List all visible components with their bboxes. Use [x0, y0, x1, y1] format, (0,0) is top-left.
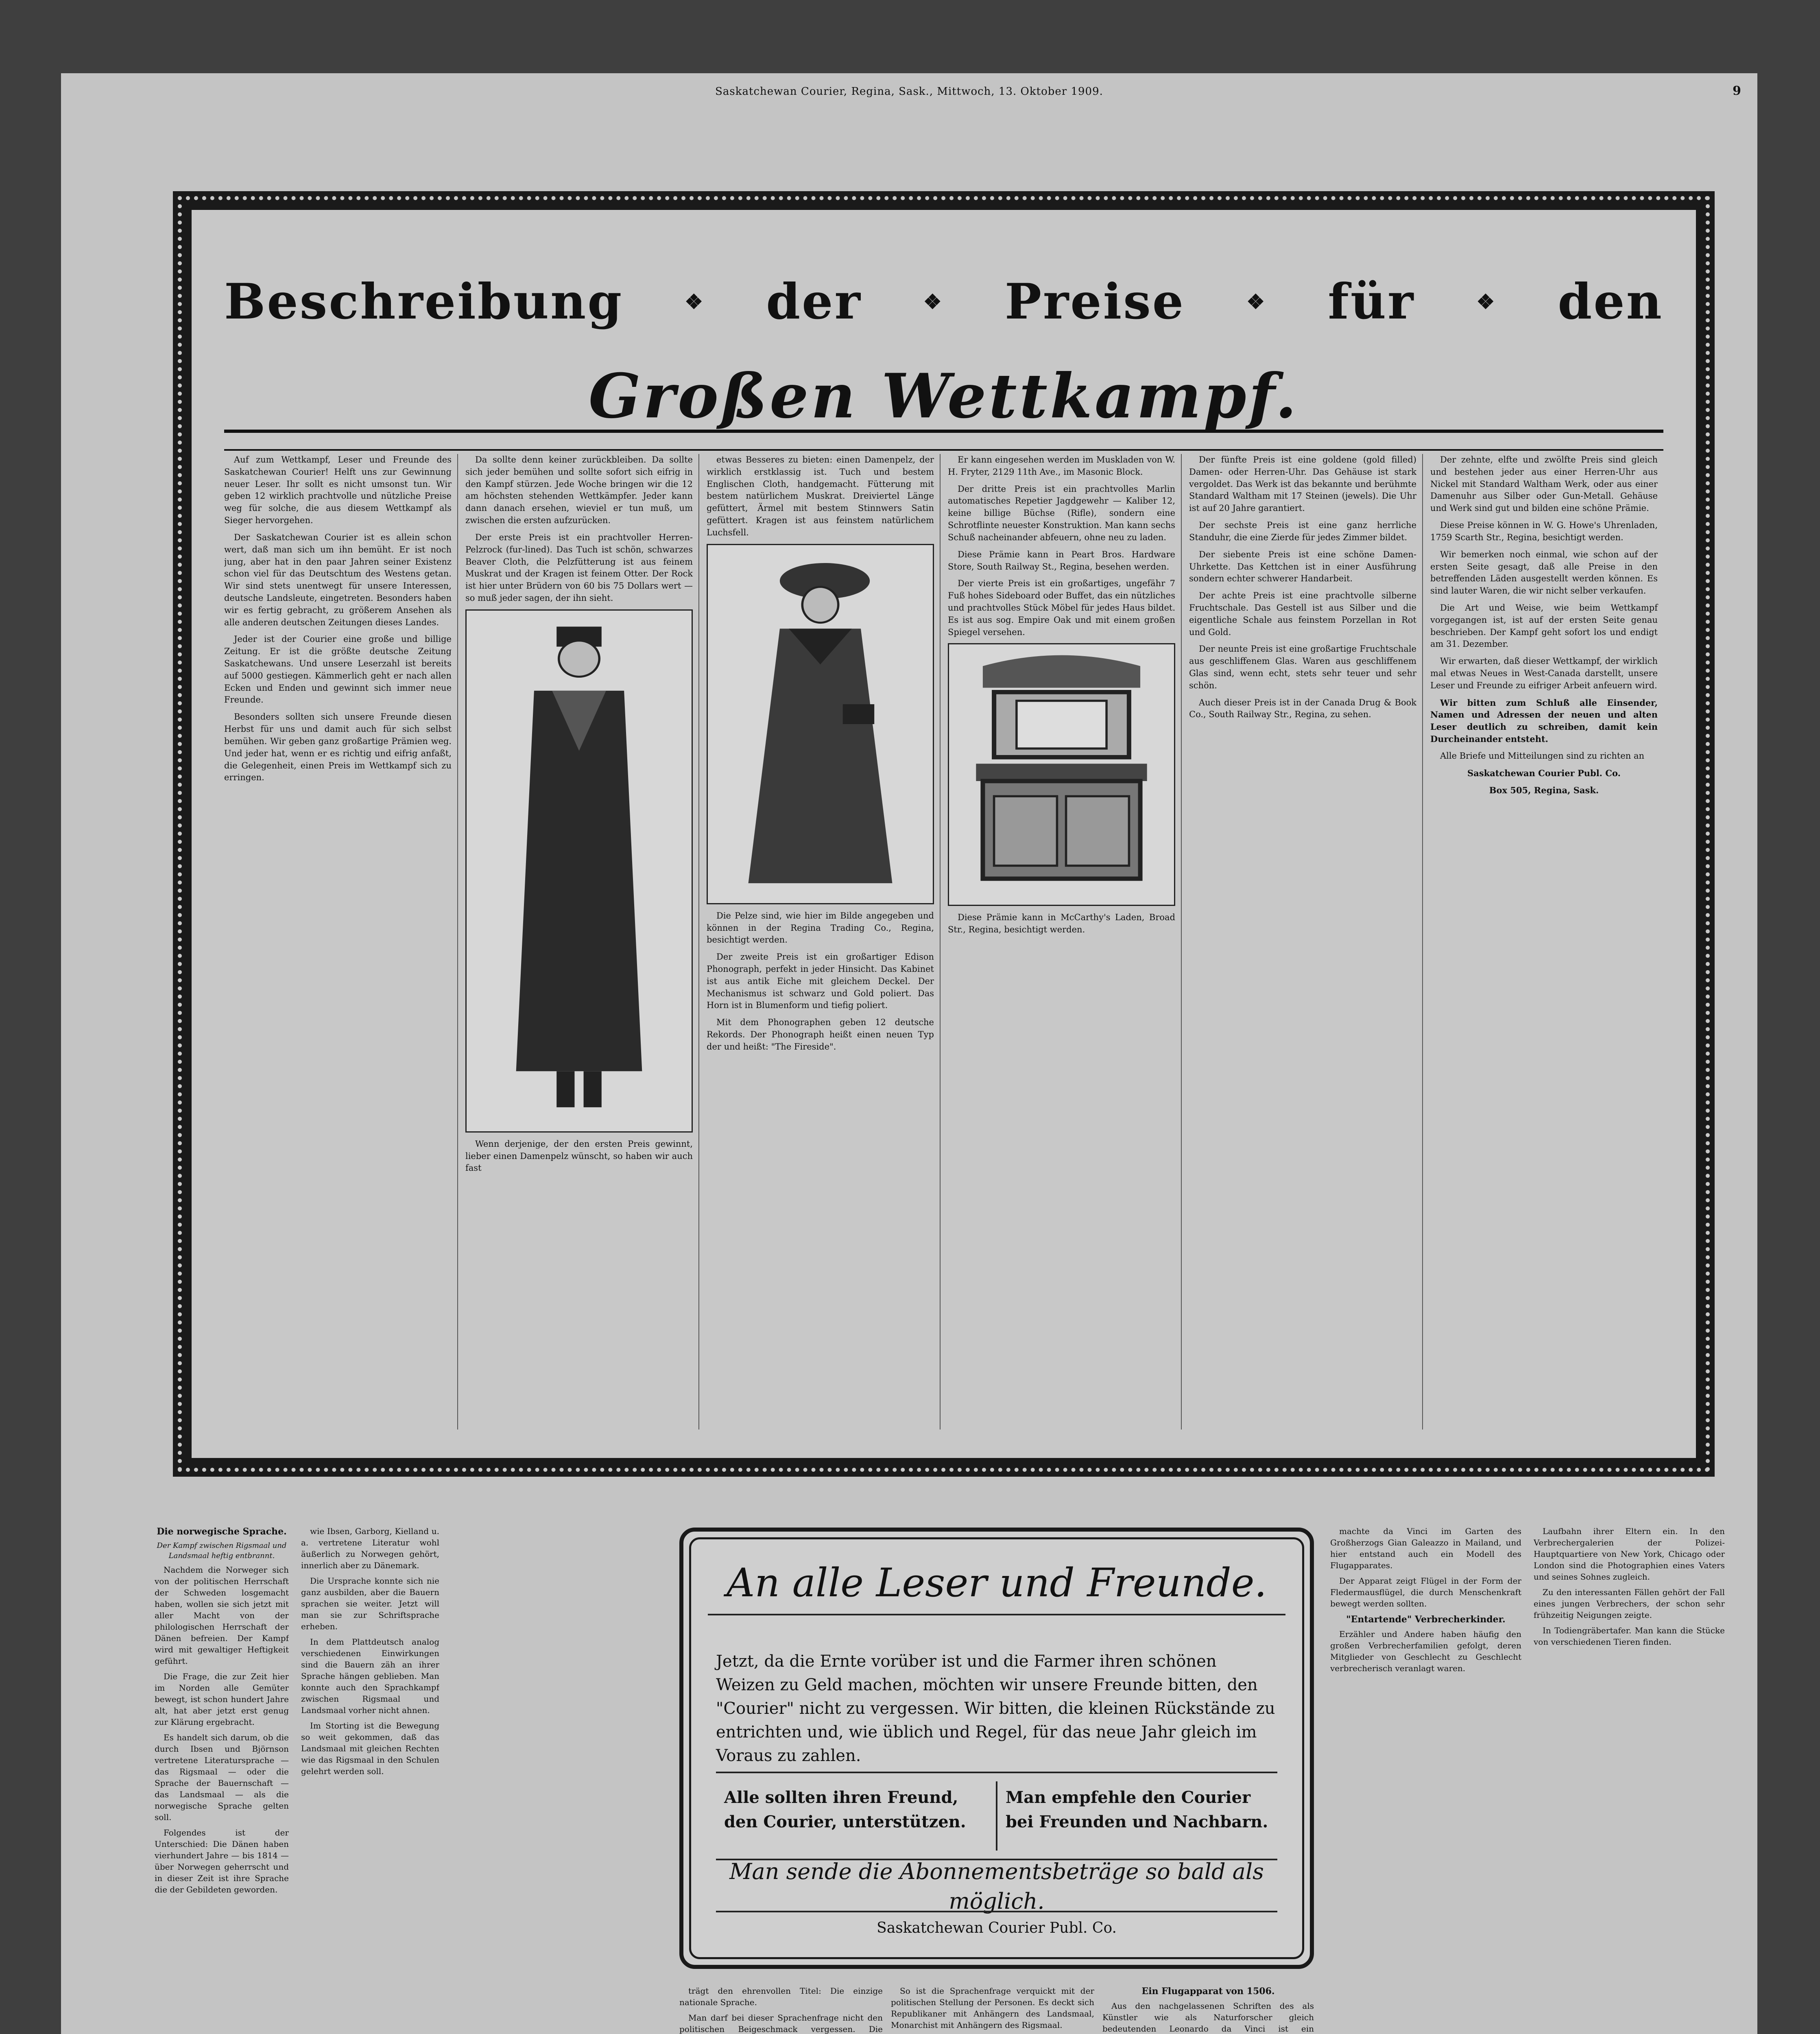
- paragraph: Wir bitten zum Schluß alle Einsender, Namen und Adressen der neuen und alten Leser deutlich zu schreiben, damit kein Durcheinander entsteht.: [1430, 697, 1658, 744]
- headline-word: den: [1558, 273, 1663, 330]
- article-title: Die norwegische Sprache.: [157, 1526, 287, 1537]
- article-norwegian-language: [155, 1526, 289, 2034]
- article-criminal-children: [1534, 1526, 1725, 2034]
- notice-title: An alle Leser und Freunde.: [708, 1560, 1285, 1615]
- column-5: [1189, 454, 1423, 1429]
- mens-fur-coat-illustration: [465, 609, 693, 1133]
- paragraph: Alle Briefe und Mitteilungen sind zu richten an: [1440, 751, 1644, 761]
- paragraph: trägt den ehrenvollen Titel: Die einzige nationale Sprache.: [679, 1986, 883, 2007]
- paragraph: Im Storting ist die Bewegung so weit gekommen, daß das Landsmaal mit gleichen Rechten wie das Rigsmaal in den Schulen gelehrt werden soll.: [301, 1721, 439, 1776]
- paragraph: Die Art und Weise, wie beim Wettkampf vorgegangen ist, ist auf der ersten Seite genau beschrieben. Der Kampf geht sofort los und endigt am 31. Dezember.: [1430, 602, 1658, 649]
- paragraph: In Todiengräbertafer. Man kann die Stücke von verschiedenen Tieren finden.: [1534, 1626, 1725, 1647]
- notice-call: Man sende die Abonnementsbeträge so bald als möglich.: [729, 1859, 1264, 1914]
- paragraph: So ist die Sprachenfrage verquickt mit der politischen Stellung der Personen. Es deckt sich Republikaner mit Anhängern des Landsmaal, Monarchist mit Anhängern des Rigsmaal.: [891, 1986, 1094, 2030]
- article-storting: [891, 1985, 1094, 2034]
- paragraph: Der fünfte Preis ist eine goldene (gold filled) Damen- oder Herren-Uhr. Das Gehäuse ist stark vergoldet. Das Werk ist das bekannte und berühmte Standard Waltham mit 17 Steinen (jewels). Die Uhr ist auf 20 Jahre garantiert.: [1189, 455, 1416, 513]
- paragraph: Folgendes ist der Unterschied: Die Dänen haben vierhundert Jahre — bis 1814 — über Norwegen geherrscht und in dieser Zeit ist ihre Sprache die der Gebildeten geworden.: [155, 1828, 289, 1895]
- paragraph: Jeder ist der Courier eine große und billige Zeitung. Er ist die größte deutsche Zeitung Saskatchewans. Und unsere Leserzahl ist bereits auf 5000 gestiegen. Kämmerlich geht er nach allen Ecken und Enden und gewinnt sich immer neue Freunde.: [224, 634, 452, 705]
- paragraph: Diese Prämie kann in McCarthy's Laden, Broad Str., Regina, besichtigt werden.: [948, 912, 1175, 935]
- paragraph: In dem Plattdeutsch analog verschiedenen Einwirkungen sind die Bauern zäh an ihrer Sprache hängen geblieben. Man konnte auch den Sprachkampf zwischen Rigsmaal und Landsmaal vorher nicht ahnen.: [301, 1637, 439, 1715]
- headline-word: der: [766, 273, 862, 330]
- paragraph: Wenn derjenige, der den ersten Preis gewinnt, lieber einen Damenpelz wünscht, so haben wir auch fast: [465, 1139, 693, 1173]
- article-continued: [301, 1526, 439, 2034]
- paragraph: Der Apparat zeigt Flügel in der Form der Fledermausflügel, die durch Menschenkraft bewegt werden sollten.: [1330, 1576, 1521, 1608]
- article-language-politics: [679, 1985, 883, 2034]
- column-3: [707, 454, 941, 1429]
- slogan-left: Alle sollten ihren Freund, den Courier, unterstützen.: [716, 1781, 997, 1851]
- article-flying-machine: [1102, 1985, 1314, 2034]
- sideboard-illustration: [948, 643, 1175, 906]
- notice-slogans: [716, 1772, 1277, 1860]
- article-da-vinci: [1330, 1526, 1521, 2034]
- paragraph: Es handelt sich darum, ob die durch Ibsen und Björnson vertretene Literatursprache — das Rigsmaal — oder die Sprache der Bauernschaft — das Landsmaal — als die norwegische Sprache gelten soll.: [155, 1733, 289, 1822]
- headline-rule: [224, 430, 1663, 451]
- column-1: [224, 454, 458, 1429]
- notice-body: Jetzt, da die Ernte vorüber ist und die Farmer ihren schönen Weizen zu Geld machen, möchten wir unsere Freunde bitten, den "Courier" nicht zu vergessen. Wir bitten, die kleinen Rückstände zu entrichten und, wie üblich und Regel, für das neue Jahr gleich im Voraus zu zahlen.: [716, 1652, 1275, 1765]
- paragraph: Der zehnte, elfte und zwölfte Preis sind gleich und bestehen jeder aus einer Herren-Uhr aus Nickel mit Standard Waltham Werk, oder aus einer Damenuhr aus Silber oder Gun-Metall. Gehäuse und Werk sind gut und bilden eine schöne Prämie.: [1430, 455, 1658, 513]
- paragraph: Besonders sollten sich unsere Freunde diesen Herbst für uns und damit auch für sich selbst bemühen. Wir geben ganz großartige Prämien weg. Und jeder hat, wenn er es richtig und eifrig anfaßt, die Gelegenheit, einen Preis im Wettkampf sich zu erringen.: [224, 712, 452, 783]
- masthead: Saskatchewan Courier, Regina, Sask., Mittwoch, 13. Oktober 1909.: [715, 85, 1103, 98]
- paragraph: wie Ibsen, Garborg, Kielland u. a. vertretene Literatur wohl äußerlich zu Norwegen gehört, innerlich aber zu Dänemark.: [301, 1526, 439, 1570]
- womens-fur-coat-illustration: [707, 544, 934, 904]
- paragraph: Der siebente Preis ist eine schöne Damen-Uhrkette. Das Kettchen ist in einer Ausführung sondern echter schwerer Handarbeit.: [1189, 549, 1416, 584]
- paragraph: Diese Preise können in W. G. Howe's Uhrenladen, 1759 Scarth Str., Regina, besichtigt werden.: [1430, 520, 1658, 542]
- headline-word: Preise: [1004, 273, 1185, 330]
- paragraph: Der dritte Preis ist ein prachtvolles Marlin automatisches Repetier Jagdgewehr — Kaliber 12, keine billige Büchse (Rifle), sondern eine Schrotflinte neuester Konstruktion. Man kann sechs Schuß nacheinander abfeuern, ohne neu zu laden.: [948, 484, 1175, 542]
- paragraph: Die Pelze sind, wie hier im Bilde angegeben und können in der Regina Trading Co., Regina, besichtigt werden.: [707, 910, 934, 945]
- subscription-notice: [679, 1528, 1314, 1969]
- paragraph: machte da Vinci im Garten des Großherzogs Gian Galeazzo in Mailand, und hier entstand auch ein Modell des Flugapparates.: [1330, 1526, 1521, 1570]
- headline-word: für: [1328, 273, 1415, 330]
- paragraph: Auf zum Wettkampf, Leser und Freunde des Saskatchewan Courier! Helft uns zur Gewinnung neuer Leser. Ihr sollt es nicht umsonst tun. Wir geben 12 wirklich prachtvolle und nützliche Preise weg für solche, die aus diesem Wettkampf als Sieger hervorgehen.: [224, 455, 452, 526]
- paragraph: Mit dem Phonographen geben 12 deutsche Rekords. Der Phonograph heißt einen neuen Typ der und heißt: "The Fireside".: [707, 1017, 934, 1052]
- paragraph: Man darf bei dieser Sprachenfrage nicht den politischen Beigeschmack vergessen. Die: [679, 2013, 883, 2034]
- paragraph: Der Saskatchewan Courier ist es allein schon wert, daß man sich um ihn bemüht. Er ist noch jung, aber hat in den paar Jahren seiner Existenz schon viel für das Deutschtum des Westens getan. Wir sind stets unentwegt für unsere Interessen, deutsche Landsleute, eingetreten. Besonders haben wir es fertig gebracht, zu größerem Ansehen als alle anderen deutschen Zeitungen dieses Landes.: [224, 532, 452, 627]
- headline-word: Beschreibung: [224, 273, 624, 330]
- paragraph: Die Frage, die zur Zeit hier im Norden alle Gemüter bewegt, ist schon hundert Jahre alt, hat aber jetzt erst genug zur Klärung ergebracht.: [155, 1672, 289, 1727]
- ornament-dot: ❖: [1246, 289, 1267, 314]
- article-subtitle: Der Kampf zwischen Rigsmaal und Landsmaal heftig entbrannt.: [157, 1541, 287, 1560]
- slogan-right: Man empfehle den Courier bei Freunden und Nachbarn.: [1006, 1788, 1268, 1831]
- publisher-name: Saskatchewan Courier Publ. Co.: [1467, 768, 1621, 778]
- paragraph: Zu den interessanten Fällen gehört der Fall eines jungen Verbrechers, der schon sehr frühzeitig Neigungen zeigte.: [1534, 1587, 1725, 1620]
- ornament-dot: ❖: [685, 289, 705, 314]
- ornament-dot: ❖: [1476, 289, 1497, 314]
- column-6: [1430, 454, 1663, 1429]
- page-number: 9: [1733, 84, 1741, 98]
- notice-footer: Saskatchewan Courier Publ. Co.: [716, 1911, 1277, 1936]
- column-2: [465, 454, 699, 1429]
- paragraph: Der zweite Preis ist ein großartiger Edison Phonograph, perfekt in jeder Hinsicht. Das Kabinet ist aus antik Eiche mit gleichem Deckel. Der Mechanismus ist schwarz und Gold poliert. Das Horn ist in Blumenform und tiefig poliert.: [707, 952, 934, 1010]
- paragraph: Wir erwarten, daß dieser Wettkampf, der wirklich mal etwas Neues in West-Canada darstellt, unsere Leser und Freunde zu eifriger Arbeit anfeuern wird.: [1430, 656, 1658, 690]
- paragraph: Der vierte Preis ist ein großartiges, ungefähr 7 Fuß hohes Sideboard oder Buffet, das ein nützliches und prachtvolles Stück Möbel für jedes Haus bildet. Es ist aus sog. Empire Oak und mit einem großen Spiegel versehen.: [948, 578, 1175, 637]
- paragraph: Wir bemerken noch einmal, wie schon auf der ersten Seite gesagt, daß alle Preise in den betreffenden Läden ausgestellt werden können. Es sind lauter Waren, die wir nicht selber verkaufen.: [1430, 549, 1658, 596]
- paragraph: Der neunte Preis ist eine großartige Fruchtschale aus geschliffenem Glas. Waren aus geschliffenem Glas sind, wenn echt, stets sehr teuer und sehr schön.: [1189, 644, 1416, 690]
- paragraph: Er kann eingesehen werden im Muskladen von W. H. Fryter, 2129 11th Ave., im Masonic Block.: [948, 455, 1175, 477]
- paragraph: etwas Besseres zu bieten: einen Damenpelz, der wirklich erstklassig ist. Tuch und bestem Englischen Cloth, handgemacht. Fütterung mit bestem natürlichem Muskrat. Dreiviertel Länge gefüttert, Ärmel mit bestem Stinnwers Satin gefüttert. Kragen ist aus feinstem natürlichem Luchsfell.: [707, 455, 934, 537]
- ornamental-frame: [173, 191, 1715, 1477]
- prize-columns: [224, 454, 1663, 1429]
- paragraph: Diese Prämie kann in Peart Bros. Hardware Store, South Railway St., Regina, besehen werden.: [948, 549, 1175, 572]
- paragraph: Aus den nachgelassenen Schriften des als Künstler wie als Naturforscher gleich bedeutenden Leonardo da Vinci ist ein: [1102, 2001, 1314, 2034]
- headline-line1: [208, 271, 1680, 332]
- paragraph: Nachdem die Norweger sich von der politischen Herrschaft der Schweden losgemacht haben, wollen sie sich jetzt mit aller Macht von der philologischen Herrschaft der Dänen befreien. Der Kampf wird mit gewaltiger Heftigkeit geführt.: [155, 1565, 289, 1666]
- paragraph: Der sechste Preis ist eine ganz herrliche Standuhr, die eine Zierde für jedes Zimmer bildet.: [1189, 520, 1416, 542]
- article-title: "Entartende" Verbrecherkinder.: [1346, 1614, 1506, 1625]
- publisher-address: Box 505, Regina, Sask.: [1489, 785, 1599, 795]
- paragraph: Erzähler und Andere haben häufig den großen Verbrecherfamilien gefolgt, deren Mitglieder von Geschlecht zu Geschlecht verbrecherisch veranlagt waren.: [1330, 1629, 1521, 1673]
- paragraph: Der erste Preis ist ein prachtvoller Herren-Pelzrock (fur-lined). Das Tuch ist schön, schwarzes Beaver Cloth, die Pelzfütterung ist aus feinem Muskrat und der Kragen ist feinem Otter. Der Rock ist hier unter Brüdern von 60 bis 75 Dollars wert — so muß jeder sagen, der ihn sieht.: [465, 532, 693, 603]
- paragraph: Der achte Preis ist eine prachtvolle silberne Fruchtschale. Das Gestell ist aus Silber und die eigentliche Schale aus feinstem Porzellan in Rot und Gold.: [1189, 591, 1416, 637]
- article-title: Ein Flugapparat von 1506.: [1141, 1986, 1275, 1997]
- lower-section: [155, 1526, 1729, 2034]
- headline-line2: Großen Wettkampf.: [588, 360, 1299, 432]
- paragraph: Laufbahn ihrer Eltern ein. In den Verbrechergalerien der Polizei-Hauptquartiere von New York, Chicago oder London sind die Photographien eines Vaters und seines Sohnes zugleich.: [1534, 1526, 1725, 1582]
- column-4: [948, 454, 1182, 1429]
- paragraph: Die Ursprache konnte sich nie ganz ausbilden, aber die Bauern sprachen sie weiter. Jetzt will man sie zur Schriftsprache erheben.: [301, 1576, 439, 1631]
- paragraph: Da sollte denn keiner zurückbleiben. Da sollte sich jeder bemühen und sollte sofort sich eifrig in den Kampf stürzen. Jede Woche bringen wir die 12 am höchsten stehenden Wettkämpfer. Jeder kann dann danach ersehen, wieviel er tun muß, um zwischen die ersten aufzurücken.: [465, 455, 693, 526]
- paragraph: Auch dieser Preis ist in der Canada Drug & Book Co., South Railway Str., Regina, zu sehen.: [1189, 697, 1416, 720]
- newspaper-page: [61, 73, 1757, 2034]
- ornament-dot: ❖: [923, 289, 943, 314]
